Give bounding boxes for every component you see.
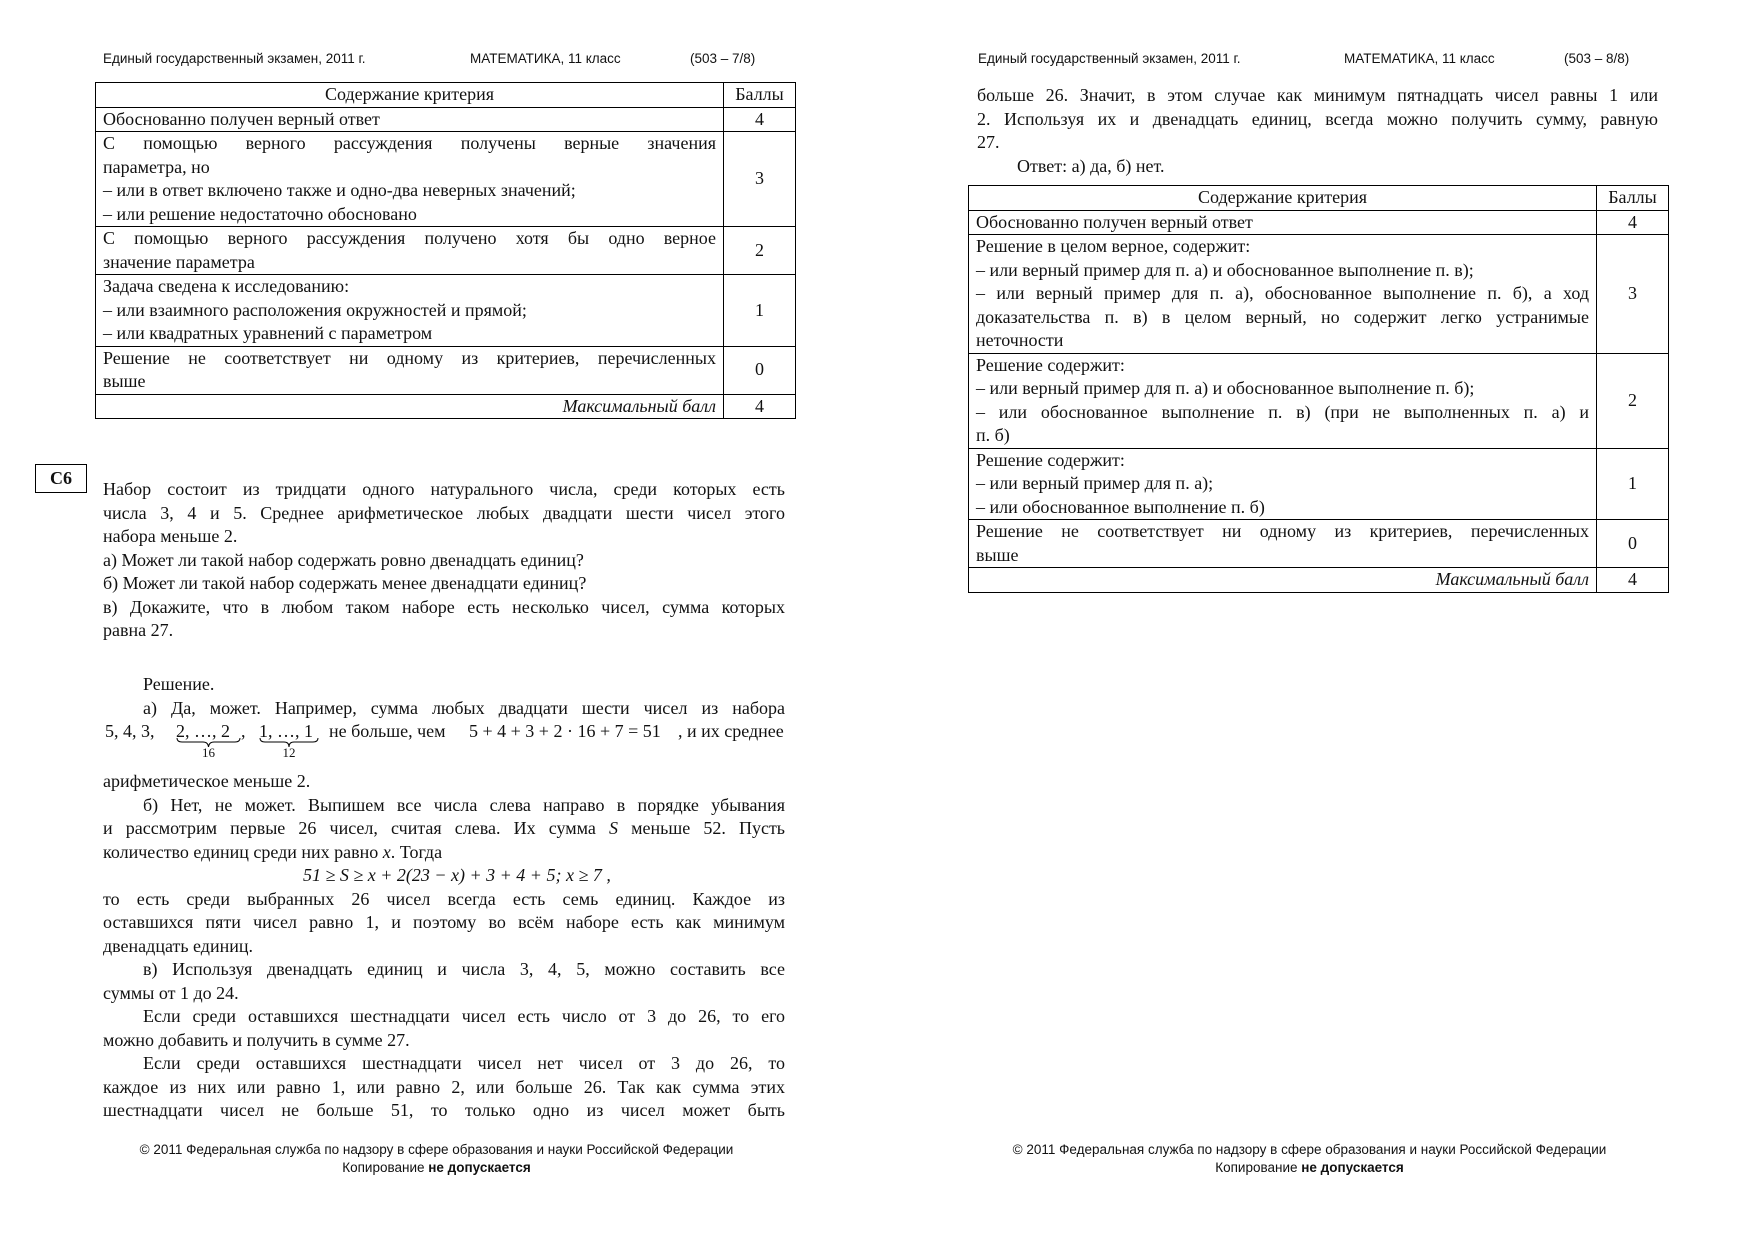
solution-paragraph-1: Если среди оставшихся шестнадцати чисел есть число от 3 до 26, то его (143, 1006, 785, 1026)
solution-part-a: а) Да, может. Например, сумма любых двадцати шести чисел из набора (143, 697, 785, 718)
footer (873, 1141, 1746, 1177)
points-value: 1 (1597, 448, 1669, 520)
solution-part-v: в) Используя двенадцать единиц и числа 3, 4, 5, можно составить все (143, 959, 785, 979)
criteria-table-header (969, 186, 1669, 211)
formula-inequality: 51 ≥ S ≥ x + 2(23 − x) + 3 + 4 + 5; x ≥ 7 , (303, 865, 611, 885)
criteria-text: Решение содержит: – или верный пример для п. а); – или обоснованное выполнение п. б) (969, 448, 1597, 520)
table-row (96, 227, 796, 275)
header-page-number: (503 – 7/8) (690, 51, 756, 66)
group-ones: 1, …, 1 12 (259, 720, 319, 744)
criteria-table-header (96, 83, 796, 108)
header-page-number: (503 – 8/8) (1564, 51, 1630, 66)
table-row (969, 520, 1669, 568)
criteria-text: Решение содержит: – или верный пример для п. а) и обоснованное выполнение п. б); – или обоснованное выполнение п. в) (при не выполненных п. а) и п. б) (969, 353, 1597, 448)
header-exam: Единый государственный экзамен, 2011 г. (978, 51, 1241, 66)
column-header-points: Баллы (1597, 186, 1669, 211)
table-row (96, 275, 796, 347)
points-value: 1 (724, 275, 796, 347)
task-label-c6: C6 (35, 464, 87, 493)
solution-paragraph-2: Если среди оставшихся шестнадцати чисел нет чисел от 3 до 26, то (143, 1053, 785, 1073)
column-header-points: Баллы (724, 83, 796, 108)
table-row (969, 210, 1669, 235)
points-value: 3 (724, 132, 796, 227)
header-exam: Единый государственный экзамен, 2011 г. (103, 51, 366, 66)
criteria-text: Решение не соответствует ни одному из критериев, перечисленных выше (96, 346, 724, 394)
criteria-table (968, 185, 1669, 593)
page-right (873, 0, 1746, 1239)
points-value: 0 (724, 346, 796, 394)
max-score-label: Максимальный балл (969, 568, 1597, 593)
solution-part-b: б) Нет, не может. Выпишем все числа слева направо в порядке убывания (143, 794, 785, 815)
criteria-text: С помощью верного рассуждения получено хотя бы одно верное значение параметра (96, 227, 724, 275)
solution-block: Решение. а) Да, может. Например, сумма любых двадцати шести чисел из набора 5, 4, 3, 2, …, 2 16 , 1, …, 1 12 не больше, чем 5 + 4 + 3 + 2 · 16 + 7 = 51 , и их среднее арифметическое меньше 2. б) Нет, не может. Выпишем все числа слева направо в порядке убывания и рассмотрим первые 26 чисел, считая слева. Их сумма S меньше 52. Пусть количество единиц среди них равно x. Тогда 51 ≥ S ≥ x + 2(23 − x) + 3 + 4 + 5; x ≥ 7 , то есть среди выбранных 26 чисел всегда есть семь единиц. Каждое из оставшихся пяти чисел равно 1, и поэтому во всём наборе есть как минимум двенадцать единиц. в) Используя двенадцать единиц и числа 3, 4, 5, можно составить все суммы от 1 до 24. Если среди оставшихся шестнадцати чисел есть число от 3 до 26, то его можно добавить и получить в сумме 27. Если среди оставшихся шестнадцати чисел нет чисел от 3 до 26, то каждое из них или равно 1, или равно 2, или больше 26. Так как сумма этих шестнадцати чисел не больше 51, то только одно из чисел может быть (103, 674, 786, 1120)
footer-copy-notice: Копирование не допускается (1215, 1160, 1404, 1175)
solution-part-b-line3: количество единиц среди них равно x. Тогда (103, 841, 443, 862)
points-value: 4 (724, 107, 796, 132)
max-score-label: Максимальный балл (96, 394, 724, 419)
group-twos: 2, …, 2 16 (176, 720, 241, 744)
formula-sum: 5 + 4 + 3 + 2 · 16 + 7 = 51 (469, 721, 661, 741)
points-value: 0 (1597, 520, 1669, 568)
table-row (96, 132, 796, 227)
solution-part-a-end: арифметическое меньше 2. (103, 771, 311, 791)
criteria-text: Задача сведена к исследованию: – или взаимного расположения окружностей и прямой; – или квадратных уравнений с параметром (96, 275, 724, 347)
solution-continuation: больше 26. Значит, в этом случае как минимум пятнадцать чисел равны 1 или 2. Используя их и двенадцать единиц, всегда можно получить сумму, равную 27. Ответ: а) да, б) нет. (977, 84, 1658, 178)
solution-example-set: 5, 4, 3, 2, …, 2 16 , 1, …, 1 12 не больше, чем 5 + 4 + 3 + 2 · 16 + 7 = 51 , и их среднее (105, 721, 784, 760)
table-row (969, 448, 1669, 520)
criteria-text: Обоснованно получен верный ответ (969, 210, 1597, 235)
points-value: 2 (724, 227, 796, 275)
criteria-table (95, 82, 796, 419)
criteria-text: Обоснованно получен верный ответ (96, 107, 724, 132)
task-statement: Набор состоит из тридцати одного натурального числа, среди которых есть числа 3, 4 и 5. Среднее арифметическое любых двадцати шести чисел этого набора меньше 2. а) Может ли такой набор содержать ровно двенадцать единиц? б) Может ли такой набор содержать менее двенадцати единиц? в) Докажите, что в любом таком наборе есть несколько чисел, сумма которых равна 27. (103, 479, 785, 640)
footer-copy-notice: Копирование не допускается (342, 1160, 531, 1175)
solution-part-b-line2: и рассмотрим первые 26 чисел, считая слева. Их сумма S меньше 52. Пусть (103, 818, 786, 838)
column-header-criteria: Содержание критерия (969, 186, 1597, 211)
footer (0, 1141, 873, 1177)
column-header-criteria: Содержание критерия (96, 83, 724, 108)
criteria-text: Решение не соответствует ни одному из критериев, перечисленных выше (969, 520, 1597, 568)
table-row-max (969, 568, 1669, 593)
table-row (96, 107, 796, 132)
table-row (96, 346, 796, 394)
points-value: 2 (1597, 353, 1669, 448)
table-row (969, 235, 1669, 354)
table-row (969, 353, 1669, 448)
solution-title: Решение. (143, 674, 215, 694)
table-row-max (96, 394, 796, 419)
answer-line: Ответ: а) да, б) нет. (1017, 155, 1165, 176)
page-left (0, 0, 873, 1239)
max-score-value: 4 (1597, 568, 1669, 593)
max-score-value: 4 (724, 394, 796, 419)
footer-copyright: © 2011 Федеральная служба по надзору в сфере образования и науки Российской Федерации (139, 1142, 734, 1157)
criteria-text: Решение в целом верное, содержит: – или верный пример для п. а) и обоснованное выполнение п. в); – или верный пример для п. а), обоснованное выполнение п. б), а ход доказательства п. в) в целом верный, но содержит легко устранимые неточности (969, 235, 1597, 354)
footer-copyright: © 2011 Федеральная служба по надзору в сфере образования и науки Российской Федерации (1012, 1142, 1607, 1157)
points-value: 4 (1597, 210, 1669, 235)
header-subject: МАТЕМАТИКА, 11 класс (470, 51, 621, 66)
header-subject: МАТЕМАТИКА, 11 класс (1344, 51, 1495, 66)
criteria-text: С помощью верного рассуждения получены верные значения параметра, но – или в ответ включено также и одно-два неверных значений; – или решение недостаточно обосновано (96, 132, 724, 227)
points-value: 3 (1597, 235, 1669, 354)
